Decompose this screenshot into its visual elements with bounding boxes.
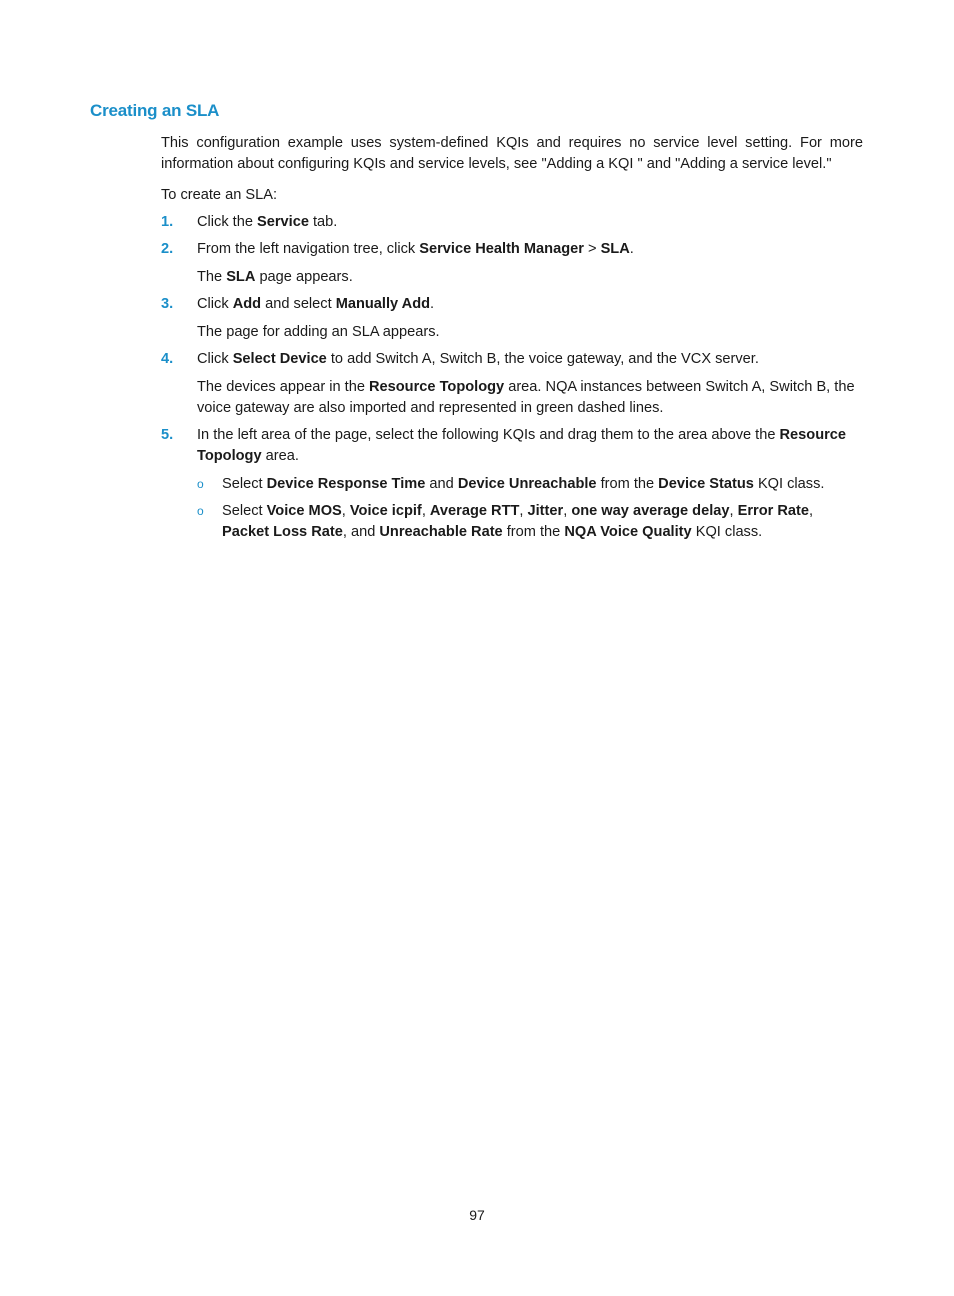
ui-term: Device Unreachable — [457, 476, 597, 492]
step-text: and select — [261, 296, 336, 312]
ui-term: Service Health Manager — [419, 241, 584, 257]
circle-bullet-icon: o — [197, 504, 204, 518]
step-text: In the left area of the page, select the following KQIs and drag them to the area above the — [197, 427, 780, 443]
ui-term: Jitter — [527, 503, 564, 519]
step-text: . — [430, 296, 435, 312]
section-heading: Creating an SLA — [90, 101, 220, 120]
ui-term: Service — [257, 214, 309, 230]
ui-term: Voice MOS — [266, 503, 342, 519]
step-text: Click — [197, 296, 233, 312]
section-body — [161, 133, 863, 549]
ui-term: Error Rate — [737, 503, 809, 519]
step-1 — [161, 212, 863, 233]
step-text: From the left navigation tree, click — [197, 241, 420, 257]
circle-bullet-icon: o — [197, 477, 204, 491]
ui-term: NQA Voice Quality — [564, 524, 692, 540]
ui-term: SLA — [600, 241, 630, 257]
step-2 — [161, 239, 863, 288]
procedure-steps — [161, 212, 863, 543]
step-3 — [161, 294, 863, 343]
kqi-sublist — [197, 474, 863, 543]
step-number: 4. — [161, 351, 174, 367]
ui-term: Average RTT — [429, 503, 520, 519]
step-result: The devices appear in the Resource Topology area. NQA instances between Switch A, Switch B, the voice gateway are also imported and represented in green dashed lines. — [197, 379, 855, 416]
ui-term: Select Device — [232, 351, 327, 367]
step-text: Click — [197, 351, 233, 367]
intro-paragraph: This configuration example uses system-defined KQIs and requires no service level setting. For more information about configuring KQIs and service levels, see "Adding a KQI " and "Adding a service level." — [161, 135, 863, 172]
ui-term: Manually Add — [335, 296, 431, 312]
step-number: 3. — [161, 296, 174, 312]
step-number: 2. — [161, 241, 174, 257]
step-text: area. — [261, 448, 299, 464]
step-text: > — [583, 241, 601, 257]
ui-term: SLA — [226, 269, 256, 285]
step-text: Click the — [197, 214, 258, 230]
ui-term: Unreachable Rate — [379, 524, 503, 540]
ui-term: one way average delay — [571, 503, 730, 519]
step-text: . — [629, 241, 634, 257]
ui-term: Resource Topology — [197, 427, 847, 464]
procedure-lead: To create an SLA: — [161, 187, 278, 203]
step-result: The page for adding an SLA appears. — [197, 324, 440, 340]
page-number: 97 — [469, 1207, 485, 1223]
step-number: 1. — [161, 214, 174, 230]
ui-term: Packet Loss Rate — [222, 524, 343, 540]
ui-term: Add — [232, 296, 262, 312]
step-text: tab. — [308, 214, 338, 230]
step-5 — [161, 425, 863, 543]
ui-term: Device Response Time — [266, 476, 426, 492]
step-result: The SLA page appears. — [197, 269, 353, 285]
sub-item-device-status: o Select Device Response Time and Device Unreachable from the Device Status KQI class. — [197, 474, 863, 495]
ui-term: Resource Topology — [369, 379, 505, 395]
step-number: 5. — [161, 427, 174, 443]
step-4 — [161, 349, 863, 419]
step-text: to add Switch A, Switch B, the voice gateway, and the VCX server. — [326, 351, 759, 367]
ui-term: Voice icpif — [349, 503, 422, 519]
ui-term: Device Status — [658, 476, 754, 492]
sub-item-nqa-voice-quality: o Select Voice MOS, Voice icpif, Average RTT, Jitter, one way average delay, Error Rate, Packet Loss Rate, and Unreachable Rate from the NQA Voice Quality KQI class. — [197, 503, 814, 540]
